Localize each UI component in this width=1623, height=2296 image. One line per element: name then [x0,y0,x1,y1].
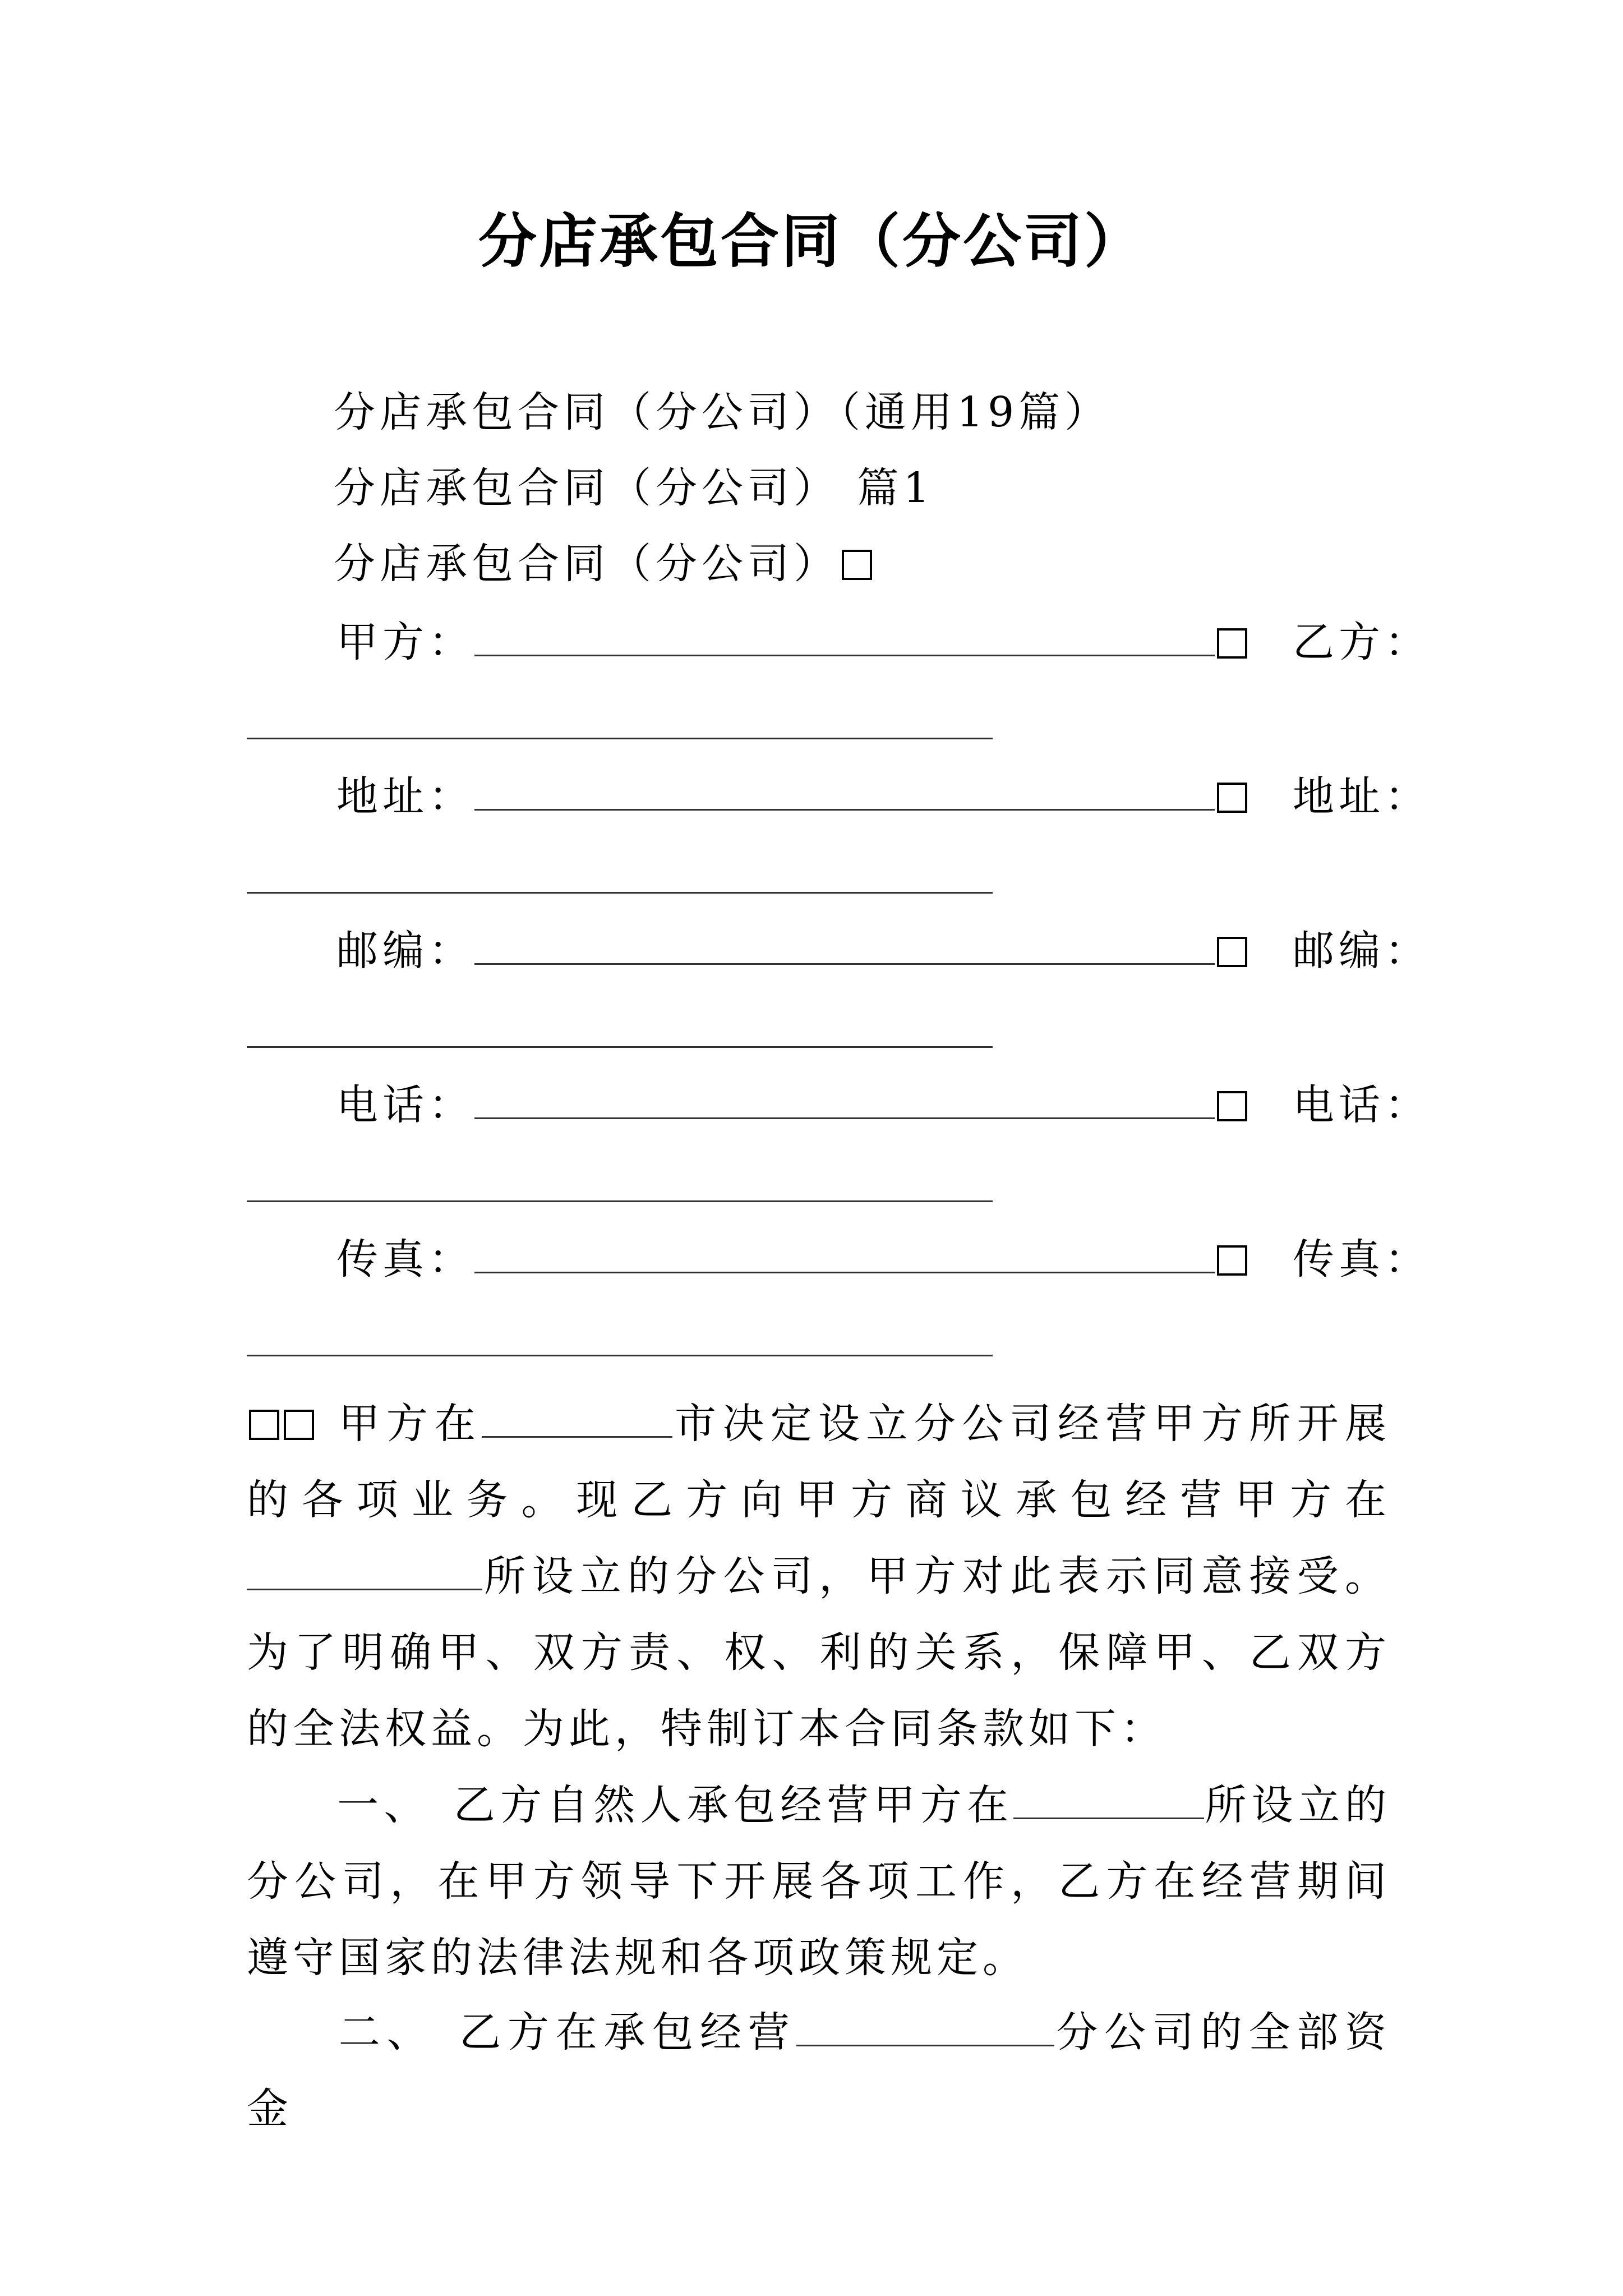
field-label-right: 传真： [1293,1235,1431,1283]
subtitle-line-with-box [334,536,874,592]
field-label-right: 乙方： [1293,618,1431,666]
clause-text: 分公司的全部资金 [247,2008,1391,2133]
clause-text: 乙方自然人承包经营甲方在 [453,1781,1014,1829]
address-b-blank[interactable] [247,892,993,894]
checkbox-glyph [1217,628,1247,659]
phone-a-blank[interactable] [474,1083,1215,1119]
clause-number: 一、 [336,1781,431,1829]
checkbox-glyph [1217,1091,1247,1121]
checkbox-glyph [284,1410,314,1440]
field-label: 甲方： [336,618,474,666]
subtitle-text: 分店承包合同（分公司） [334,540,840,588]
clause1-location-blank[interactable] [1013,1783,1204,1819]
subtitle-line: 分店承包合同（分公司） 篇1 [334,464,934,512]
field-row-address [336,769,1249,825]
clause-2 [247,1994,1391,2147]
clause2-branch-blank[interactable] [796,2010,1054,2046]
intro-text: 市决定设立分公司经营甲方所开展的各项业务。现乙方向甲方商议承包经营甲方在 [247,1400,1391,1524]
checkbox-glyph [249,1410,279,1440]
city-blank[interactable] [482,1401,672,1438]
checkbox-glyph [842,550,872,580]
intro-text: 所设立的分公司，甲方对此表示同意接受。为了明确甲、双方责、权、利的关系，保障甲、乙双方的全法权益。为此，特制订本合同条款如下： [247,1552,1391,1753]
field-row-fax [336,1231,1249,1287]
field-row-party [336,614,1249,670]
field-row-phone [336,1077,1249,1133]
fax-b-blank[interactable] [247,1355,993,1356]
fax-a-blank[interactable] [474,1237,1215,1273]
intro-text: 甲方在 [336,1400,482,1448]
field-row-postcode [336,923,1249,979]
postcode-b-blank[interactable] [247,1046,993,1048]
field-label: 邮编： [336,927,474,975]
postcode-a-blank[interactable] [474,928,1215,965]
clause-text: 所设立的分公司，在甲方领导下开展各项工作，乙方在经营期间遵守国家的法律法规和各项政策规定。 [247,1781,1391,1982]
field-label: 传真： [336,1235,474,1283]
phone-b-blank[interactable] [247,1200,993,1202]
field-label-right: 地址： [1293,772,1431,821]
party-a-blank[interactable] [474,620,1215,656]
clause-1 [247,1767,1391,1996]
checkbox-glyph [1217,1245,1247,1276]
party-b-blank[interactable] [247,738,993,739]
field-label-right: 电话： [1293,1081,1431,1129]
field-label: 地址： [336,772,474,821]
subtitle-line: 分店承包合同（分公司）（通用19篇） [334,388,1111,436]
intro-paragraph [247,1386,1391,1767]
document-title: 分店承包合同（分公司） [478,206,1145,275]
location-blank[interactable] [247,1554,482,1590]
clause-text: 乙方在承包经营 [457,2008,796,2056]
field-label: 电话： [336,1081,474,1129]
field-label-right: 邮编： [1293,927,1431,975]
clause-number: 二、 [336,2008,435,2056]
address-a-blank[interactable] [474,774,1215,811]
checkbox-glyph [1217,783,1247,813]
checkbox-glyph [1217,937,1247,967]
